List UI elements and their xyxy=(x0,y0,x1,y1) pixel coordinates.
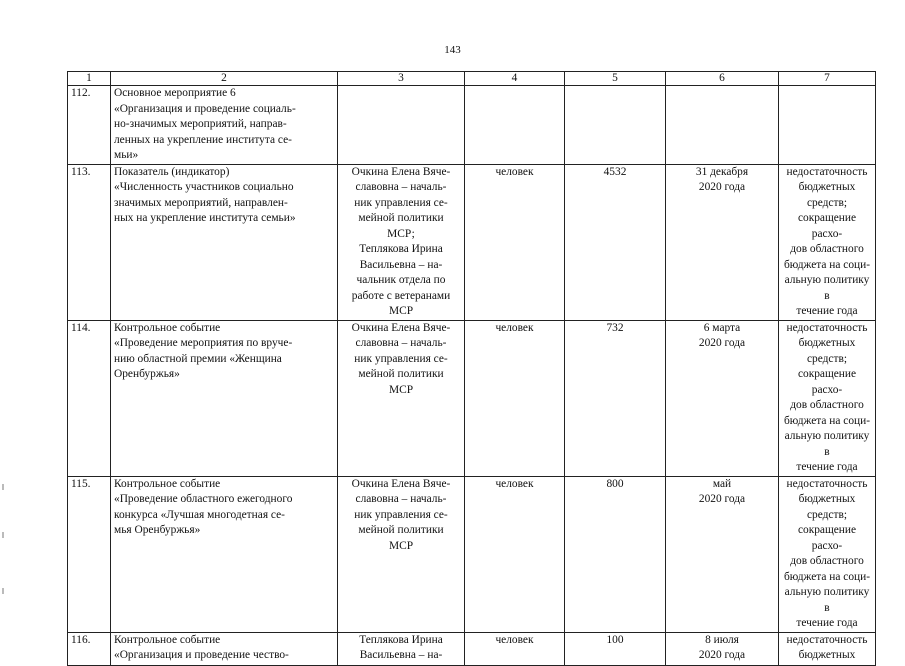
table-row xyxy=(68,86,876,165)
row-date: май 2020 года xyxy=(666,476,779,632)
header-col-3: 3 xyxy=(338,72,465,86)
row-name: Основное мероприятие 6 «Организация и проведение социаль- но-значимых мероприятий, направ- ленных на укрепление института се- мьи» xyxy=(111,86,338,165)
row-date: 6 марта 2020 года xyxy=(666,320,779,476)
row-responsible: Очкина Елена Вяче- славовна – началь- ник управления се- мейной политики МСР xyxy=(338,476,465,632)
program-table xyxy=(67,71,876,666)
table-row xyxy=(68,476,876,632)
row-number: 115. xyxy=(68,476,111,632)
row-date: 8 июля 2020 года xyxy=(666,632,779,665)
row-value: 800 xyxy=(565,476,666,632)
row-responsible xyxy=(338,86,465,165)
row-name: Контрольное событие «Организация и проведение чество- xyxy=(111,632,338,665)
table-row xyxy=(68,320,876,476)
row-number: 112. xyxy=(68,86,111,165)
row-responsible: Очкина Елена Вяче- славовна – началь- ник управления се- мейной политики МСР; Теплякова Ирина Васильевна – на- чальник отдела по работе с ветеранами МСР xyxy=(338,164,465,320)
row-responsible: Теплякова Ирина Васильевна – на- xyxy=(338,632,465,665)
row-date: 31 декабря 2020 года xyxy=(666,164,779,320)
row-name: Показатель (индикатор) «Численность участников социально значимых мероприятий, направлен- ных на укрепление института семьи» xyxy=(111,164,338,320)
row-unit: человек xyxy=(465,632,565,665)
table-row xyxy=(68,164,876,320)
row-number: 116. xyxy=(68,632,111,665)
row-value xyxy=(565,86,666,165)
row-risk: недостаточность бюджетных xyxy=(779,632,876,665)
row-unit: человек xyxy=(465,320,565,476)
row-name: Контрольное событие «Проведение областного ежегодного конкурса «Лучшая многодетная се- мья Оренбуржья» xyxy=(111,476,338,632)
row-unit: человек xyxy=(465,164,565,320)
row-risk xyxy=(779,86,876,165)
page-number: 143 xyxy=(444,44,461,56)
row-risk: недостаточность бюджетных средств; сокращение расхо- дов областного бюджета на соци- альную политику в течение года xyxy=(779,476,876,632)
row-date xyxy=(666,86,779,165)
row-risk: недостаточность бюджетных средств; сокращение расхо- дов областного бюджета на соци- альную политику в течение года xyxy=(779,164,876,320)
table-row xyxy=(68,632,876,665)
row-value: 100 xyxy=(565,632,666,665)
header-col-2: 2 xyxy=(111,72,338,86)
row-unit xyxy=(465,86,565,165)
row-value: 732 xyxy=(565,320,666,476)
header-col-4: 4 xyxy=(465,72,565,86)
row-name: Контрольное событие «Проведение мероприятия по вруче- нию областной премии «Женщина Оренбуржья» xyxy=(111,320,338,476)
row-unit: человек xyxy=(465,476,565,632)
row-risk: недостаточность бюджетных средств; сокращение расхо- дов областного бюджета на соци- альную политику в течение года xyxy=(779,320,876,476)
header-col-6: 6 xyxy=(666,72,779,86)
scan-margin-marks xyxy=(2,470,5,610)
header-col-5: 5 xyxy=(565,72,666,86)
row-number: 114. xyxy=(68,320,111,476)
header-col-7: 7 xyxy=(779,72,876,86)
row-value: 4532 xyxy=(565,164,666,320)
row-number: 113. xyxy=(68,164,111,320)
header-col-1: 1 xyxy=(68,72,111,86)
header-row xyxy=(68,72,876,86)
row-responsible: Очкина Елена Вяче- славовна – началь- ник управления се- мейной политики МСР xyxy=(338,320,465,476)
